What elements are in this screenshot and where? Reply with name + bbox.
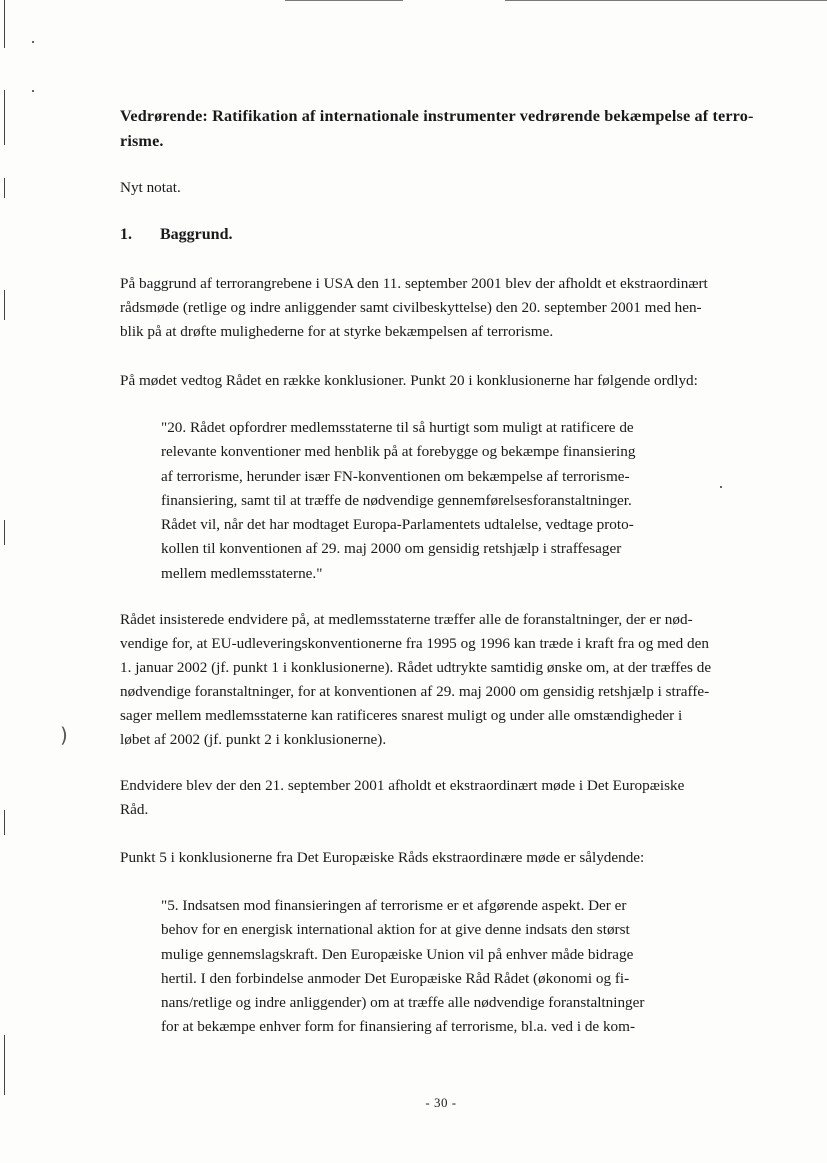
section-heading [120,226,780,244]
quote-line: mellem medlemsstaterne." [161,564,323,582]
quote-line: finansiering, samt til at træffe de nødvendige gennemførelsesforanstaltninger. [161,491,632,509]
scan-margin-line [4,90,5,145]
scan-edge-line [505,0,827,1]
paragraph: På mødet vedtog Rådet en række konklusioner. Punkt 20 i konklusionerne har følgende ordlyd: [120,372,698,389]
quote-line: "20. Rådet opfordrer medlemsstaterne til så hurtigt som muligt at ratificere de [161,419,634,436]
block-quote [161,416,731,586]
paragraph [120,272,780,344]
quote-line: nans/retlige og indre anliggender) om at træffe alle nødvendige foranstaltninger [161,994,645,1012]
section-number: 1. [120,226,132,243]
quote-line: for at bekæmpe enhver form for finansiering af terrorisme, bl.a. ved i de kom- [161,1018,636,1036]
paragraph: Punkt 5 i konklusionerne fra Det Europæiske Råds ekstraordinære møde er sålydende: [120,849,645,866]
scan-margin-line [4,1035,5,1095]
scan-speck [32,90,34,92]
text-line: På baggrund af terrorangrebene i USA den 11. september 2001 blev der afholdt et ekstraordinært [120,275,708,292]
text-line: Råd. [120,801,149,818]
quote-line: af terrorisme, herunder især FN-konventionen om bekæmpelse af terrorisme- [161,467,630,485]
page-number: - 30 - [425,1095,457,1110]
text-line: vendige for, at EU-udleveringskonventionerne fra 1995 og 1996 kan træde i kraft fra og med den [120,635,709,652]
paragraph [120,774,780,822]
scan-speck [32,41,34,43]
scan-margin-line [4,520,5,545]
text-line: blik på at drøfte mulighederne for at styrke bekæmpelsen af terrorisme. [120,323,554,340]
text-line: nødvendige foranstaltninger, for at konventionen af 29. maj 2000 om gensidig retshjælp i straffe- [120,683,710,700]
text-line: løbet af 2002 (jf. punkt 2 i konklusionerne). [120,731,387,748]
page-footer [0,1095,827,1111]
punch-hole-mark: ) [60,723,68,747]
text-line: 1. januar 2002 (jf. punkt 1 i konklusionerne). Rådet udtrykte samtidig ønske om, at der træffes de [120,659,712,676]
section-title: Baggrund. [160,226,233,243]
scan-margin-line [4,0,5,48]
scan-margin-line [4,178,5,198]
paragraph [120,608,780,752]
scan-edge-line [285,0,403,1]
heading-line: Vedrørende: Ratifikation af internationale instrumenter vedrørende bekæmpelse af terro- [120,107,754,125]
quote-line: hertil. I den forbindelse anmoder Det Europæiske Råd Rådet (økonomi og fi- [161,969,630,987]
quote-line: kollen til konventionen af 29. maj 2000 om gensidig retshjælp i straffesager [161,540,622,558]
scan-margin-line [4,290,5,320]
document-subtitle: Nyt notat. [120,179,181,196]
heading-line: risme. [120,132,164,150]
quote-line: Rådet vil, når det har modtaget Europa-Parlamentets udtalelse, vedtage proto- [161,516,634,534]
text-line: sager mellem medlemsstaterne kan ratificeres snarest muligt og under alle omstændigheder i [120,707,683,724]
text-line: Endvidere blev der den 21. september 2001 afholdt et ekstraordinært møde i Det Europæiske [120,777,685,794]
quote-line: relevante konventioner med henblik på at forebygge og bekæmpe finansiering [161,443,636,461]
document-heading [120,104,780,154]
block-quote [161,894,731,1040]
quote-line: behov for en energisk international aktion for at give denne indsats den størst [161,921,630,939]
quote-line: mulige gennemslagskraft. Den Europæiske Union vil på enhver måde bidrage [161,945,634,963]
scan-margin-line [4,810,5,835]
quote-line: "5. Indsatsen mod finansieringen af terrorisme er et afgørende aspekt. Der er [161,897,627,914]
text-line: rådsmøde (retlige og indre anliggender samt civilbeskyttelse) den 20. september 2001 med hen- [120,299,702,316]
text-line: Rådet insisterede endvidere på, at medlemsstaterne træffer alle de foranstaltninger, der er nød- [120,611,693,628]
